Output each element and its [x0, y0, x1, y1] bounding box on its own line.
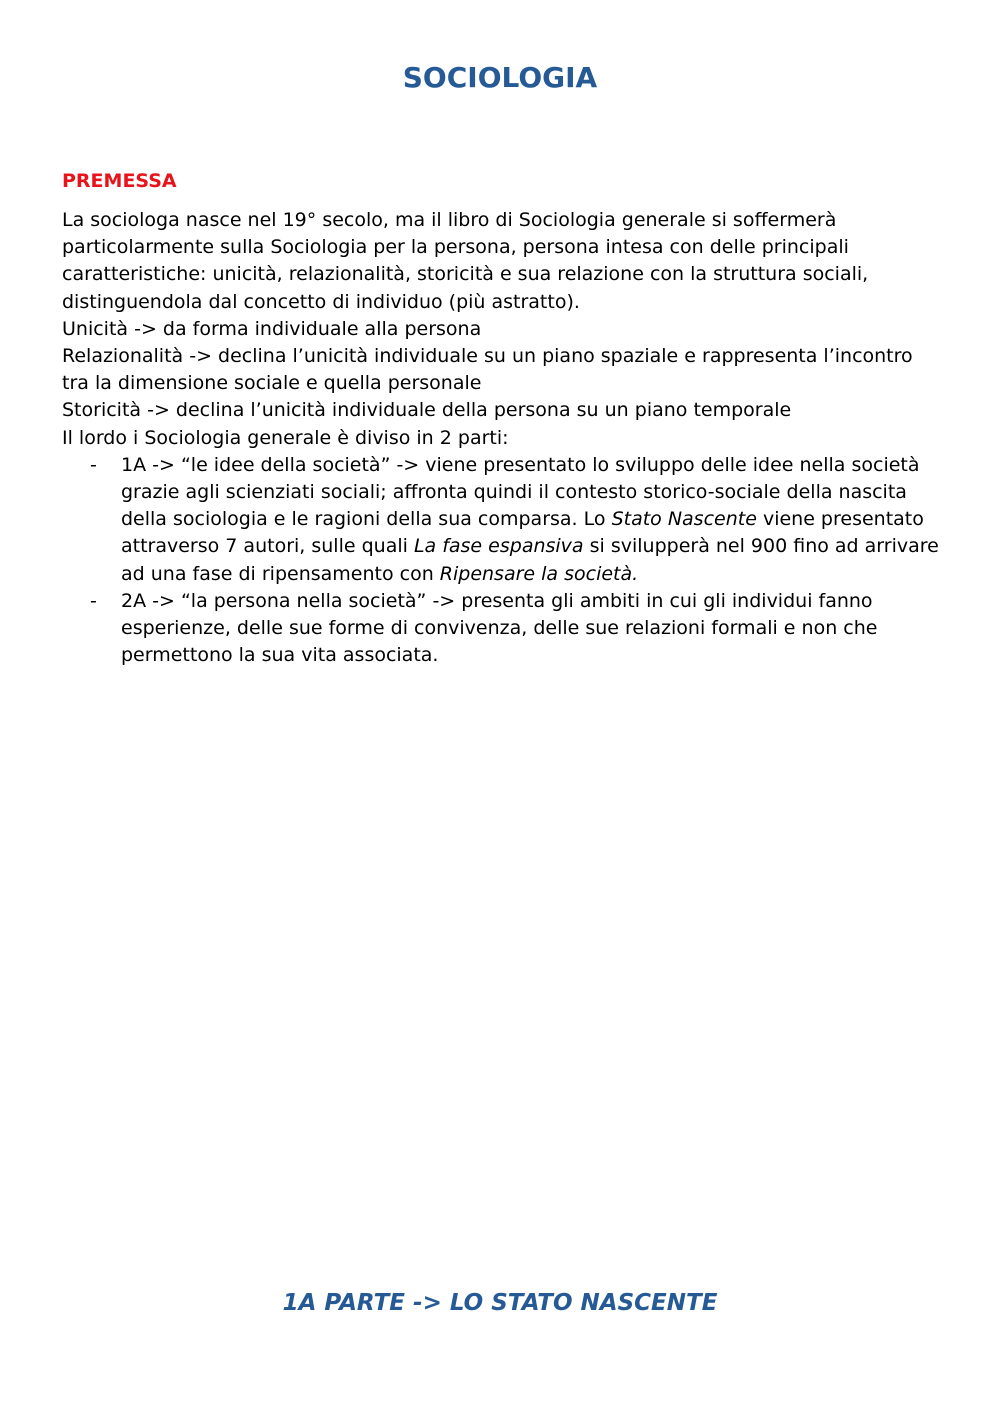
part-1a-italic-fase-espansiva: La fase espansiva: [413, 535, 584, 558]
part-1a-text-cont: viene presentato attraverso 7 autori, sulle quali: [121, 508, 924, 558]
list-bullet-dash: -: [90, 453, 97, 476]
part-1a-text: 1A -> “le idee della società” -> viene presentato lo sviluppo delle idee nella società grazie agli scienziati sociali; affronta quindi il contesto storico-sociale della nascita della sociologia e le ragioni della sua comparsa. Lo: [121, 453, 920, 531]
part-1a-italic-ripensare: Ripensare la società.: [439, 562, 639, 585]
list-item-part-1a: [62, 452, 942, 588]
intro-paragraph: La sociologa nasce nel 19° secolo, ma il libro di Sociologia generale si soffermerà particolarmente sulla Sociologia per la persona, persona intesa con delle principali caratteristiche: unicità, relazionalità, storicità e sua relazione con la struttura sociali, distinguendola dal concetto di individuo (più astratto).: [62, 209, 869, 313]
part-1a-heading: 1A PARTE -> LO STATO NASCENTE: [282, 1290, 718, 1316]
list-item-part-2a: [62, 588, 942, 670]
list-bullet-dash: -: [90, 589, 97, 612]
definition-unicita: Unicità -> da forma individuale alla persona: [62, 317, 482, 340]
part-1a-italic-stato-nascente: Stato Nascente: [611, 508, 757, 531]
part-1a-text-end: si svilupperà nel 900 fino ad arrivare ad una fase di ripensamento con: [121, 535, 939, 585]
book-structure-intro: Il lordo i Sociologia generale è diviso in 2 parti:: [62, 426, 509, 449]
parts-list: [62, 452, 942, 670]
section-heading-premessa: PREMESSA: [62, 170, 177, 192]
part-2a-text: 2A -> “la persona nella società” -> presenta gli ambiti in cui gli individui fanno esperienze, delle sue forme di convivenza, delle sue relazioni formali e non che permettono la sua vita associata.: [121, 589, 878, 667]
definition-storicita: Storicità -> declina l’unicità individuale della persona su un piano temporale: [62, 399, 792, 422]
document-body: [62, 207, 942, 669]
page-title: SOCIOLOGIA: [402, 61, 598, 94]
definition-relazionalita: Relazionalità -> declina l’unicità individuale su un piano spaziale e rappresenta l’incontro tra la dimensione sociale e quella personale: [62, 345, 913, 395]
